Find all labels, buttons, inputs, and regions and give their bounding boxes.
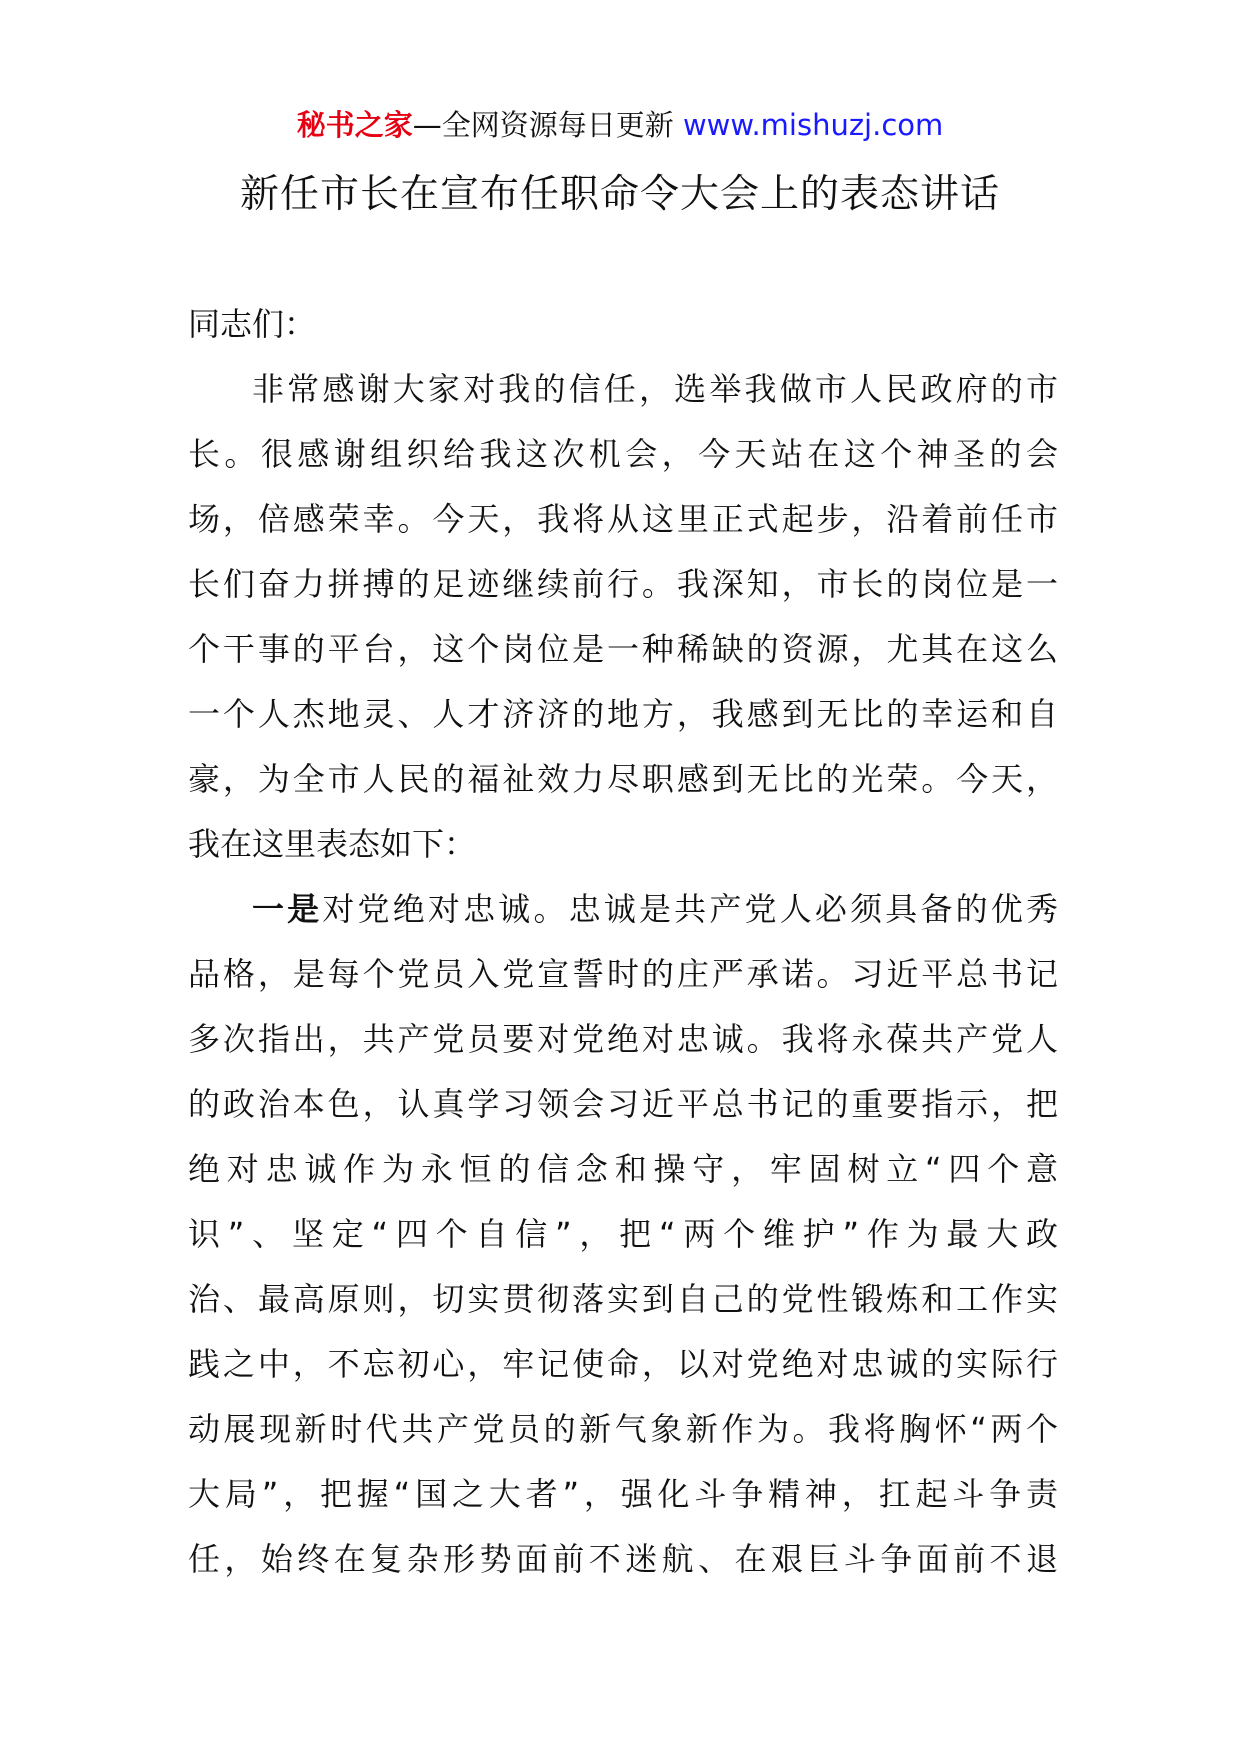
point-text: 对党绝对忠诚。忠诚是共产党人必须具备的优秀 [322, 890, 1058, 928]
text-line: 长。很感谢组织给我这次机会，今天站在这个神圣的会 [188, 435, 1058, 473]
text-line [188, 877, 1058, 942]
text-line: 个干事的平台，这个岗位是一种稀缺的资源，尤其在这么 [188, 630, 1058, 668]
text-line: 一个人杰地灵、人才济济的地方，我感到无比的幸运和自 [188, 695, 1058, 733]
text-line: 践之中，不忘初心，牢记使命，以对党绝对忠诚的实际行 [188, 1345, 1058, 1383]
paragraph-2 [188, 877, 1058, 1592]
greeting: 同志们： [188, 305, 317, 343]
text-line: 品格，是每个党员入党宣誓时的庄严承诺。习近平总书记 [188, 955, 1058, 993]
brand-name: 秘书之家 [296, 108, 413, 142]
document-body [188, 292, 1058, 1592]
paragraph-1 [188, 357, 1058, 877]
text-line: 绝对忠诚作为永恒的信念和操守，牢固树立“四个意 [188, 1150, 1058, 1188]
point-lead: 一是 [252, 890, 323, 928]
text-line: 长们奋力拼搏的足迹继续前行。我深知，市长的岗位是一 [188, 565, 1058, 603]
text-line: 多次指出，共产党员要对党绝对忠诚。我将永葆共产党人 [188, 1020, 1058, 1058]
text-line: 豪，为全市人民的福祉效力尽职感到无比的光荣。今天， [188, 760, 1058, 798]
text-line: 非常感谢大家对我的信任，选举我做市人民政府的市 [252, 370, 1058, 408]
text-line: 我在这里表态如下： [188, 825, 477, 863]
text-line: 任，始终在复杂形势面前不迷航、在艰巨斗争面前不退 [188, 1540, 1058, 1578]
text-line: 治、最高原则，切实贯彻落实到自己的党性锻炼和工作实 [188, 1280, 1058, 1318]
text-line: 的政治本色，认真学习领会习近平总书记的重要指示，把 [188, 1085, 1058, 1123]
text-line: 动展现新时代共产党员的新气象新作为。我将胸怀“两个 [188, 1410, 1058, 1448]
text-line: 大局”，把握“国之大者”，强化斗争精神，扛起斗争责 [188, 1475, 1058, 1513]
site-banner [0, 100, 1240, 150]
text-line: 识”、坚定“四个自信”，把“两个维护”作为最大政 [188, 1215, 1058, 1253]
site-url[interactable]: www.mishuzj.com [682, 108, 944, 142]
document-title: 新任市长在宣布任职命令大会上的表态讲话 [239, 172, 1000, 217]
banner-tagline: —全网资源每日更新 [412, 108, 683, 142]
text-line: 场，倍感荣幸。今天，我将从这里正式起步，沿着前任市 [188, 500, 1058, 538]
